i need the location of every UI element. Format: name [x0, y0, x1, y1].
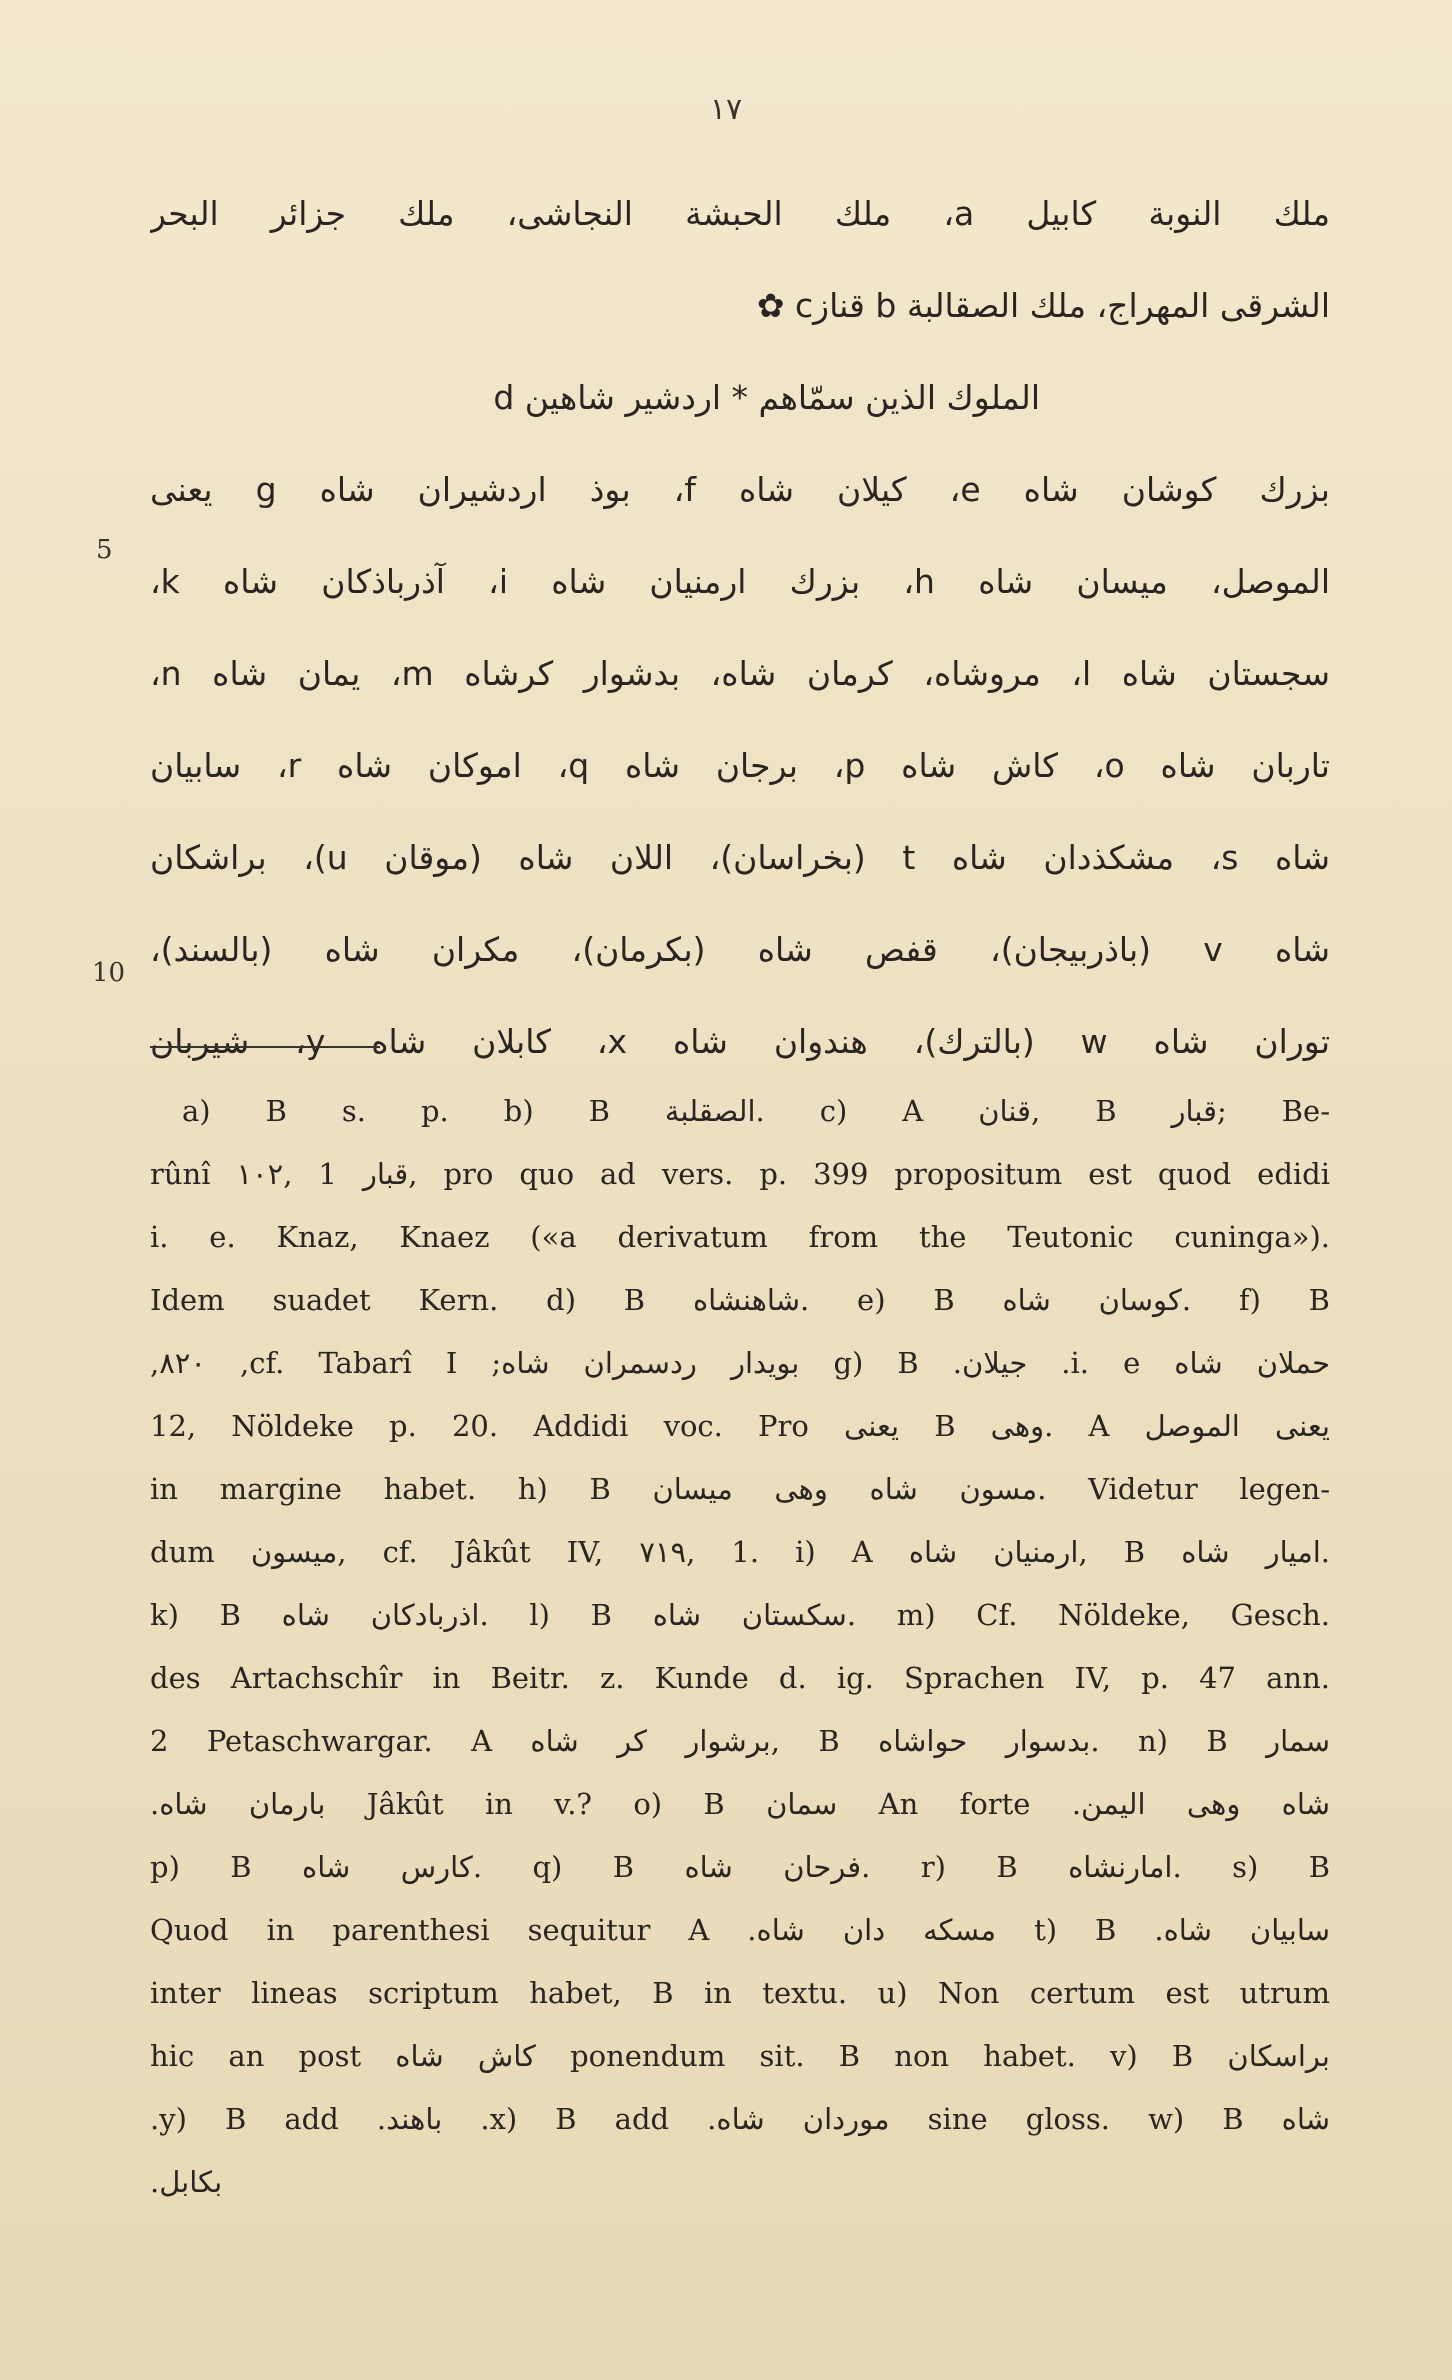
arabic-line: ملك النوبة كابيل a، ملك الحبشة النجاشى، ملك جزائر البحر	[150, 194, 1330, 233]
footnote-line: 12, Nöldeke p. 20. Addidi voc. Pro يعنى B وهى. A يعنى الموصل	[150, 1409, 1330, 1443]
footnote-line: بكابل.	[150, 2165, 223, 2199]
footnote-line: Idem suadet Kern. d) B شاهنشاه. e) B كوسان شاه. f) B	[150, 1283, 1330, 1317]
footnote-line: in margine habet. h) B مسون شاه وهى ميسان. Videtur legen-	[150, 1472, 1330, 1506]
arabic-line: شاه v (باذربيجان)، قفص شاه (بكرمان)، مكران شاه (بالسند)،	[150, 930, 1330, 969]
arabic-line: بزرك كوشان شاه e، كيلان شاه f، بوذ اردشيران شاه g يعنى	[150, 470, 1330, 509]
arabic-line: الموصل، ميسان شاه h، بزرك ارمنيان شاه i، آذرباذكان شاه k،	[150, 562, 1330, 601]
footnote-line: a) B s. p. b) B الصقلبة. c) A قنان, B قبار; Be-	[182, 1094, 1330, 1128]
arabic-line: توران شاه w (بالترك)، هندوان شاه x، كابلان شاه y، شيربان	[150, 1022, 1330, 1061]
page-number: ١٧	[709, 92, 743, 127]
footnote-line: 2 Petaschwargar. A برشوار كر شاه, B بدسوار حواشاه. n) B سمار	[150, 1724, 1330, 1758]
footnote-line: des Artachschîr in Beitr. z. Kunde d. ig. Sprachen IV, p. 47 ann.	[150, 1661, 1330, 1695]
arabic-line: سجستان شاه l، مروشاه، كرمان شاه، بدشوار كرشاه m، يمان شاه n،	[150, 654, 1330, 693]
footnote-line: rûnî ١٠٢, 1 قبار, pro quo ad vers. p. 399 propositum est quod edidi	[150, 1157, 1330, 1191]
footnote-line: k) B اذربادكان شاه. l) B سكستان شاه. m) Cf. Nöldeke, Gesch.	[150, 1598, 1330, 1632]
footnote-line: i. e. Knaz, Knaez («a derivatum from the Teutonic cuninga»).	[150, 1220, 1330, 1254]
footnote-line: شاه sine gloss. w) B موردان شاه. x) B add. باهند. y) B add.	[150, 2102, 1330, 2136]
footnote-line: شاه وهى اليمن. An forte سمان Jâkût in v.? o) B بارمان شاه.	[150, 1787, 1330, 1821]
footnote-line: hic an post كاش شاه ponendum sit. B non habet. v) B براسكان	[150, 2039, 1330, 2073]
footnote-line: p) B كارس شاه. q) B فرحان شاه. r) B امارنشاه. s) B	[150, 1850, 1330, 1884]
line-number-5: 5	[96, 535, 113, 565]
footnote-line: حملان شاه i. e. جيلان. g) B بويدار ردسمران شاه; cf. Tabarî I, ٨٢٠,	[150, 1346, 1330, 1380]
arabic-text-block	[150, 168, 1330, 1088]
arabic-line: تاربان شاه o، كاش شاه p، برجان شاه q، اموكان شاه r، سابيان	[150, 746, 1330, 785]
footnote-divider	[150, 1046, 380, 1048]
footnote-line: dum ميسون, cf. Jâkût IV, ٧١٩, 1. i) A ارمنيان شاه, B اميار شاه.	[150, 1535, 1330, 1569]
arabic-line: شاه s، مشكذدان شاه t (بخراسان)، اللان شاه (موقان u)، براشكان	[150, 838, 1330, 877]
arabic-line: الشرقى المهراج، ملك الصقالبة b قنازc ✿	[756, 286, 1330, 325]
line-number-10: 10	[92, 958, 126, 988]
footnotes-block	[150, 1080, 1330, 2214]
arabic-line: الملوك الذين سمّاهم * اردشير شاهين d	[493, 378, 1040, 417]
footnote-line: سابيان شاه. t) B مسكه دان شاه. Quod in parenthesi sequitur A	[150, 1913, 1330, 1947]
footnote-line: inter lineas scriptum habet, B in textu. u) Non certum est utrum	[150, 1976, 1330, 2010]
